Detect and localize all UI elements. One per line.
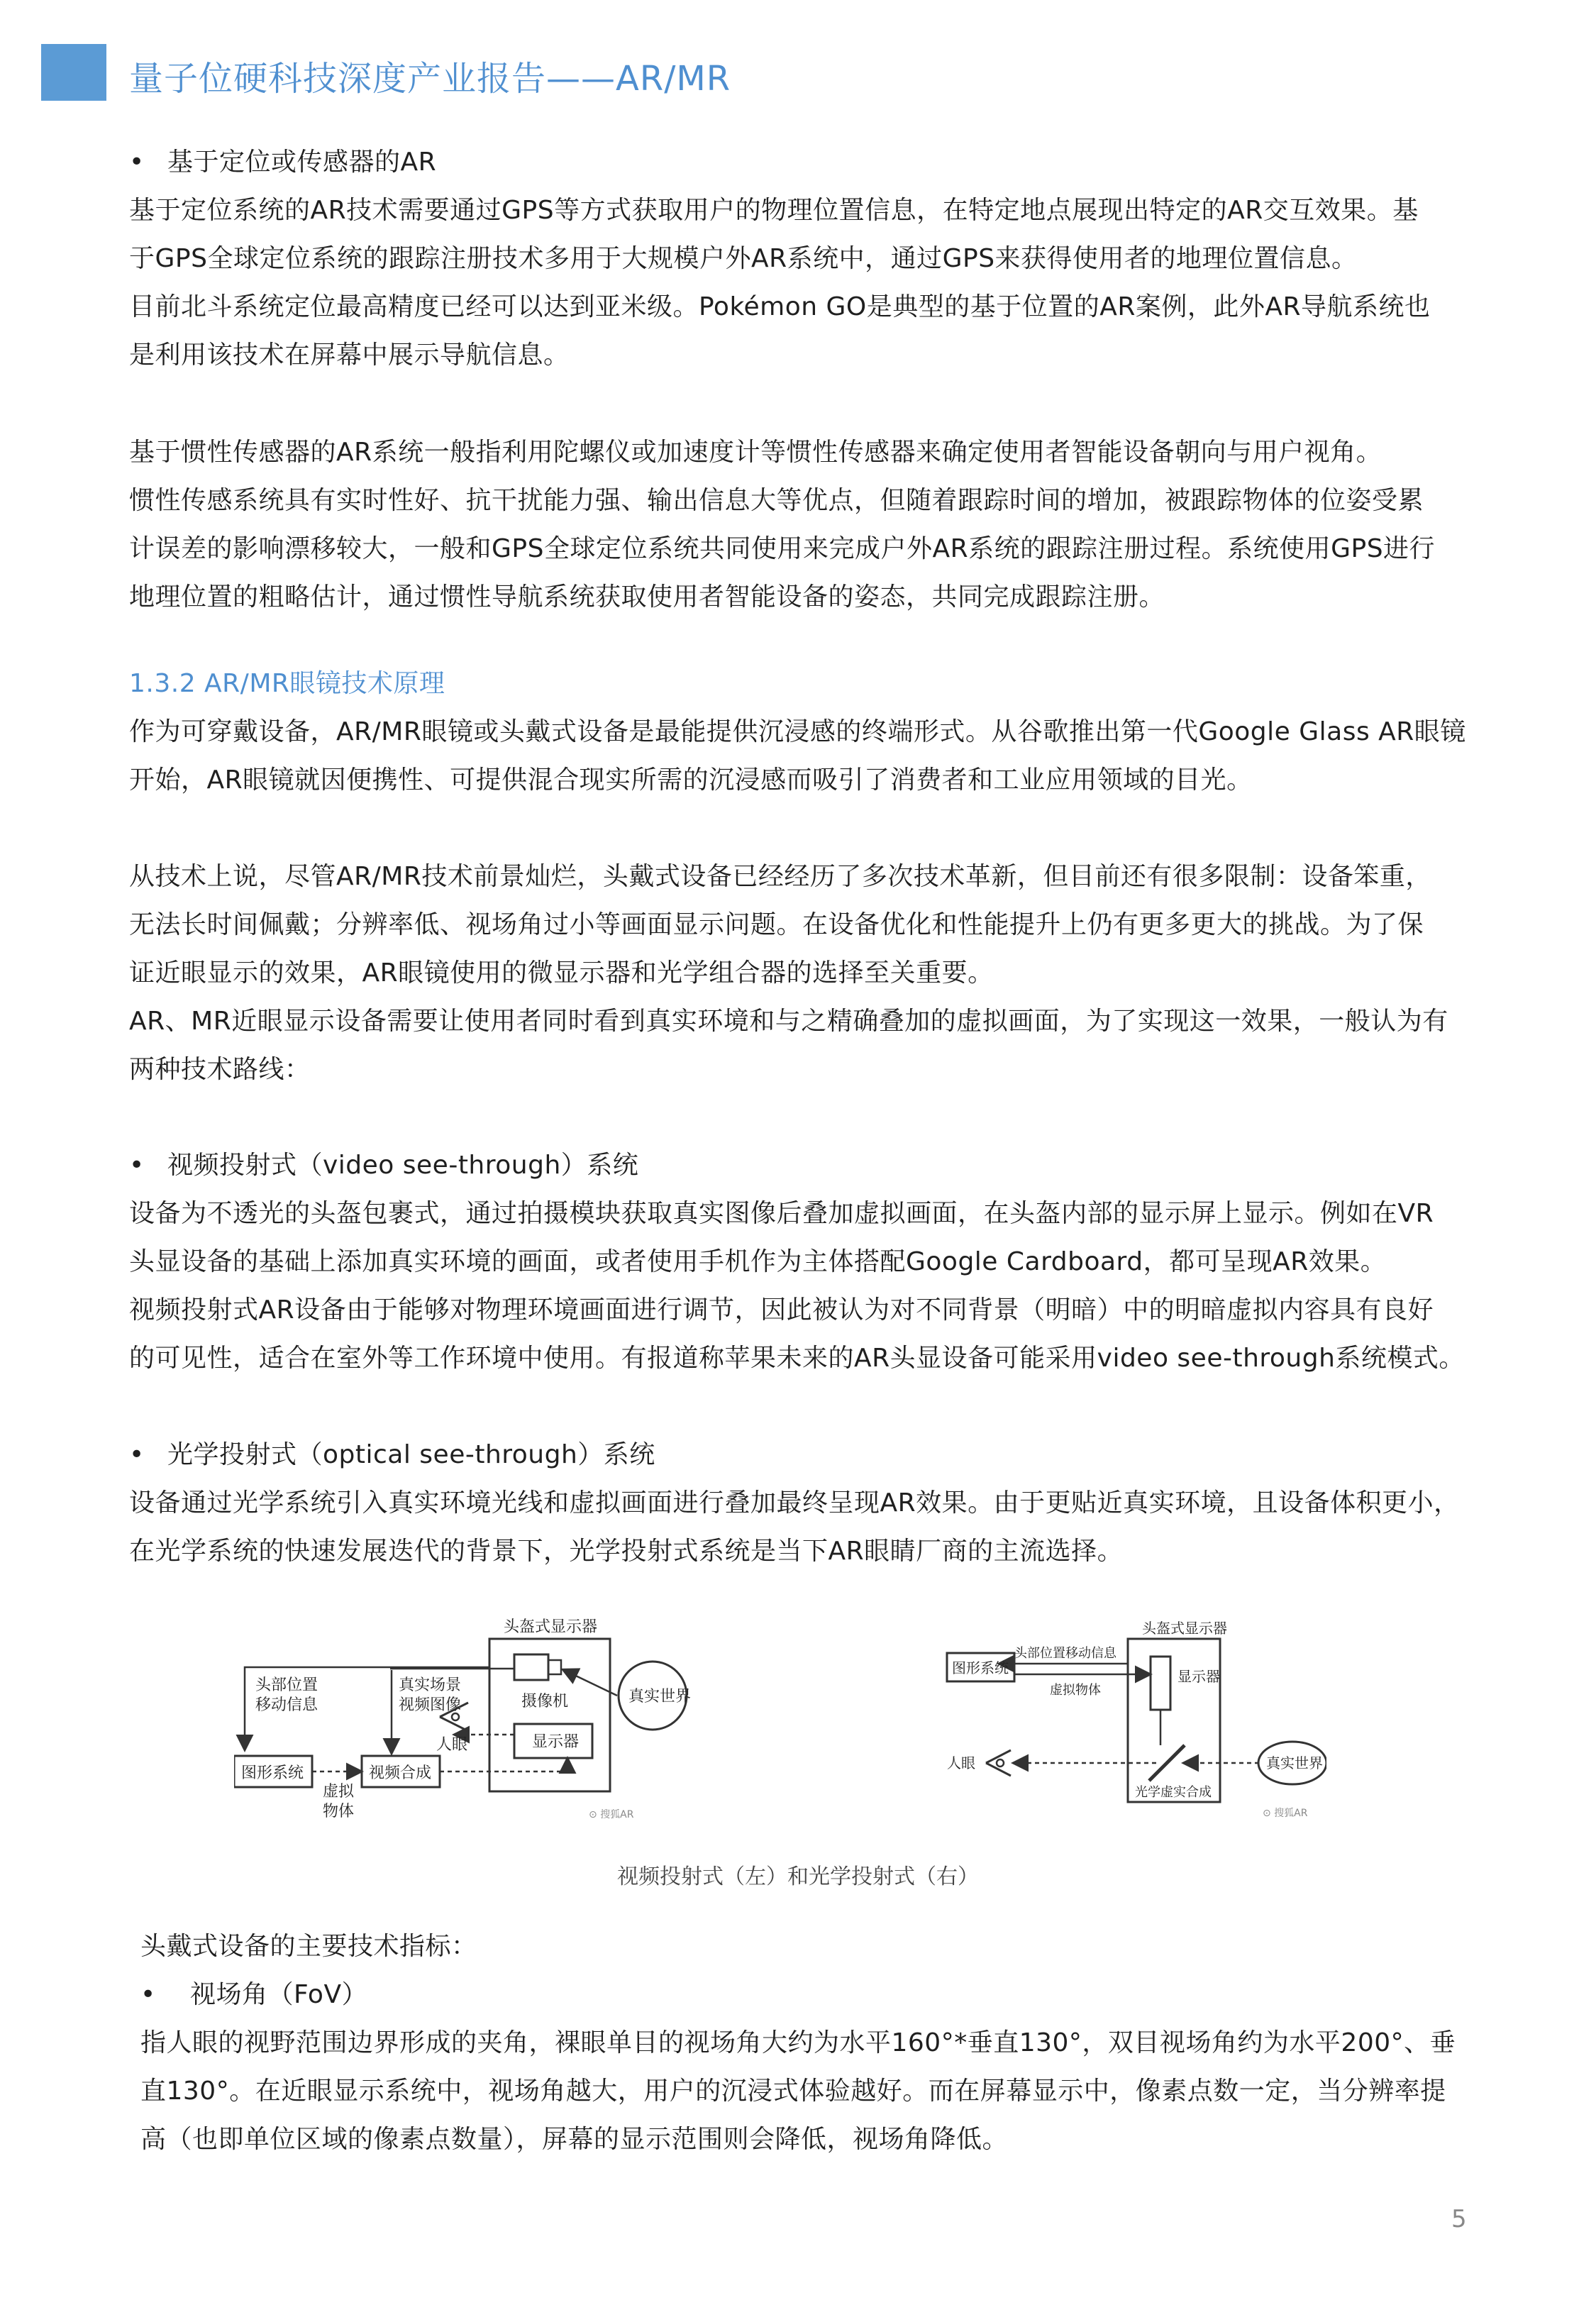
label-eye-right: 人眼 — [947, 1754, 975, 1771]
paragraph-line: 作为可穿戴设备，AR/MR眼镜或头戴式设备是最能提供沉浸感的终端形式。从谷歌推出第一代Google Glass AR眼镜 — [129, 717, 1466, 746]
video-see-through-labels — [241, 1618, 691, 1820]
header-accent-block — [41, 44, 106, 101]
camera-icon — [514, 1654, 548, 1680]
label-graphics-right: 图形系统 — [952, 1659, 1009, 1676]
paragraph-line: 地理位置的粗略估计，通过惯性导航系统获取使用者智能设备的姿态，共同完成跟踪注册。 — [129, 582, 1165, 612]
paragraph-line: AR、MR近眼显示设备需要让使用者同时看到真实环境和与之精确叠加的虚拟画面，为了实现这一效果，一般认为有 — [129, 1007, 1448, 1036]
paragraph-line: 高（也即单位区域的像素点数量），屏幕的显示范围则会降低，视场角降低。 — [140, 2125, 1009, 2154]
label-eye: 人眼 — [436, 1736, 468, 1754]
section-heading-1-3-2: 1.3.2 AR/MR眼镜技术原理 — [129, 669, 445, 698]
hmd-box-right — [1128, 1639, 1220, 1802]
label-display: 显示器 — [532, 1733, 580, 1751]
label-camera: 摄像机 — [521, 1693, 569, 1710]
paragraph-line: 基于定位系统的AR技术需要通过GPS等方式获取用户的物理位置信息，在特定地点展现出特定的AR交互效果。基 — [129, 196, 1419, 225]
label-head-pos-right: 头部位置移动信息 — [1014, 1646, 1116, 1661]
paragraph-line: 无法长时间佩戴；分辨率低、视场角过小等画面显示问题。在设备优化和性能提升上仍有更多更大的挑战。为了保 — [129, 910, 1424, 939]
eye-pupil — [452, 1713, 459, 1720]
camera-lens — [548, 1660, 561, 1674]
paragraph-line: 视频投射式AR设备由于能够对物理环境画面进行调节，因此被认为对不同背景（明暗）中的明暗虚拟内容具有良好 — [129, 1295, 1434, 1325]
optical-see-through-labels — [947, 1620, 1323, 1819]
label-real-world: 真实世界 — [628, 1688, 692, 1706]
label-real-scene: 真实场景 — [399, 1676, 462, 1694]
label-real-world-right: 真实世界 — [1266, 1754, 1323, 1771]
hmd-box — [489, 1639, 610, 1791]
label-hmd: 头盔式显示器 — [504, 1618, 598, 1636]
paragraph-line: 基于惯性传感器的AR系统一般指利用陀螺仪或加速度计等惯性传感器来确定使用者智能设备朝向与用户视角。 — [129, 438, 1382, 467]
paragraph-line: 直130°。在近眼显示系统中，视场角越大，用户的沉浸式体验越好。而在屏幕显示中，像素点数一定，当分辨率提 — [140, 2077, 1446, 2106]
paragraph-line: 头显设备的基础上添加真实环境的画面，或者使用手机作为主体搭配Google Cardboard，都可呈现AR效果。 — [129, 1247, 1387, 1276]
label-real-scene-2: 视频图像 — [399, 1696, 462, 1714]
paragraph-line: 计误差的影响漂移较大，一般和GPS全球定位系统共同使用来完成户外AR系统的跟踪注册过程。系统使用GPS进行 — [129, 534, 1436, 563]
paragraph-line: 设备为不透光的头盔包裹式，通过拍摄模块获取真实图像后叠加虚拟画面，在头盔内部的显示屏上显示。例如在VR — [129, 1199, 1434, 1228]
diagram-svg — [234, 1610, 1326, 1866]
paragraph-line: 两种技术路线： — [129, 1055, 311, 1084]
paragraph-line: 于GPS全球定位系统的跟踪注册技术多用于大规模户外AR系统中，通过GPS来获得使用者的地理位置信息。 — [129, 244, 1358, 273]
label-head-pos: 头部位置 — [255, 1676, 318, 1694]
paragraph-line: 目前北斗系统定位最高精度已经可以达到亚米级。Pokémon GO是典型的基于位置的AR案例，此外AR导航系统也 — [129, 292, 1431, 321]
paragraph-line: 的可见性，适合在室外等工作环境中使用。有报道称苹果未来的AR头显设备可能采用video see-through系统模式。 — [129, 1344, 1465, 1373]
label-head-pos-2: 移动信息 — [255, 1696, 318, 1714]
label-optical-comp: 光学虚实合成 — [1135, 1785, 1212, 1800]
paragraph-line: 指人眼的视野范围边界形成的夹角，裸眼单目的视场角大约为水平160°*垂直130°，双目视场角约为水平200°、垂 — [140, 2028, 1456, 2057]
paragraph-line: 从技术上说，尽管AR/MR技术前景灿烂，头戴式设备已经经历了多次技术革新，但目前还有很多限制：设备笨重， — [129, 862, 1431, 891]
paragraph-line: 证近眼显示的效果，AR眼镜使用的微显示器和光学组合器的选择至关重要。 — [129, 958, 994, 988]
label-virtual-right: 虚拟物体 — [1050, 1683, 1101, 1698]
eye-pupil-right — [997, 1759, 1004, 1767]
watermark-right: ⊙ 搜狐AR — [1263, 1808, 1308, 1819]
watermark: ⊙ 搜狐AR — [589, 1809, 634, 1820]
page-number: 5 — [1451, 2205, 1467, 2233]
paragraph-line: 设备通过光学系统引入真实环境光线和虚拟画面进行叠加最终呈现AR效果。由于更贴近真实环境，且设备体积更小， — [129, 1488, 1460, 1518]
paragraph-line: 在光学系统的快速发展迭代的背景下，光学投射式系统是当下AR眼睛厂商的主流选择。 — [129, 1537, 1124, 1566]
paragraph-line: 开始，AR眼镜就因便携性、可提供混合现实所需的沉浸感而吸引了消费者和工业应用领域的目光。 — [129, 765, 1253, 795]
label-virtual: 虚拟 — [323, 1783, 355, 1801]
label-display-right: 显示器 — [1177, 1668, 1220, 1685]
label-hmd-right: 头盔式显示器 — [1142, 1620, 1227, 1637]
figure-caption: 视频投射式（左）和光学投射式（右） — [617, 1864, 979, 1889]
label-graphics: 图形系统 — [241, 1764, 304, 1782]
video-to-display-arrow — [440, 1759, 567, 1771]
eye-icon-right — [986, 1750, 1011, 1776]
label-video-comp: 视频合成 — [369, 1764, 432, 1782]
report-title: 量子位硬科技深度产业报告——AR/MR — [129, 59, 731, 99]
label-virtual-2: 物体 — [323, 1803, 355, 1820]
paragraph-line: 惯性传感系统具有实时性好、抗干扰能力强、输出信息大等优点，但随着跟踪时间的增加，被跟踪物体的位姿受累 — [129, 486, 1424, 515]
paragraph-line: 是利用该技术在屏幕中展示导航信息。 — [129, 341, 570, 370]
display-box-right — [1151, 1657, 1170, 1710]
figure-see-through-diagrams — [234, 1610, 1326, 1866]
paragraph-line: 头戴式设备的主要技术指标： — [140, 1932, 477, 1961]
